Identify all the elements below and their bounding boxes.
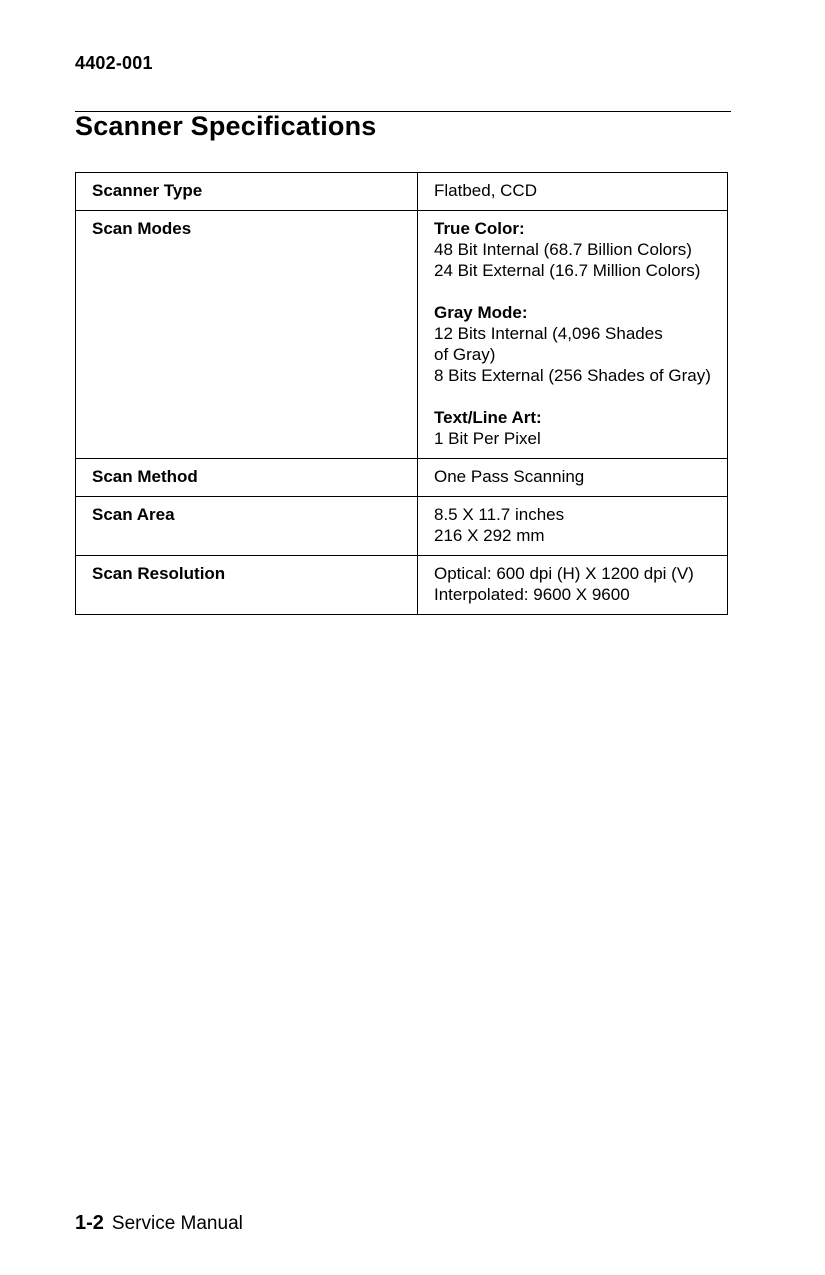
page-number: 1-2	[75, 1212, 104, 1234]
spec-label: Scanner Type	[76, 173, 418, 211]
document-code: 4402-001	[75, 53, 153, 73]
spec-value-line: Interpolated: 9600 X 9600	[434, 585, 630, 604]
page-footer	[75, 1212, 243, 1235]
spec-value	[418, 459, 728, 497]
spec-value	[418, 173, 728, 211]
spec-value	[418, 211, 728, 459]
mode-group-true-color	[434, 218, 717, 281]
mode-heading: Text/Line Art:	[434, 408, 542, 427]
spec-value-line: One Pass Scanning	[434, 467, 585, 486]
mode-group-text-line-art	[434, 407, 717, 449]
footer-text: Service Manual	[111, 1213, 243, 1234]
mode-heading: True Color:	[434, 219, 525, 238]
spec-value	[418, 497, 728, 556]
spec-value-line: 1 Bit Per Pixel	[434, 429, 541, 448]
mode-heading: Gray Mode:	[434, 303, 528, 322]
table-row	[76, 556, 728, 615]
spec-value-line: 216 X 292 mm	[434, 526, 545, 545]
spec-value-line: 48 Bit Internal (68.7 Billion Colors)	[434, 240, 692, 259]
mode-group-gray	[434, 302, 717, 386]
spec-value-line: of Gray)	[434, 345, 496, 364]
table-row	[76, 173, 728, 211]
spec-value-line: 8 Bits External (256 Shades of Gray)	[434, 366, 711, 385]
spec-value-line: 24 Bit External (16.7 Million Colors)	[434, 261, 701, 280]
spec-label: Scan Area	[76, 497, 418, 556]
spec-label: Scan Method	[76, 459, 418, 497]
table-row	[76, 211, 728, 459]
spec-value-line: Optical: 600 dpi (H) X 1200 dpi (V)	[434, 564, 694, 583]
spec-value	[418, 556, 728, 615]
spec-label: Scan Resolution	[76, 556, 418, 615]
spec-value-line: Flatbed, CCD	[434, 181, 537, 200]
specifications-table	[75, 172, 728, 615]
spec-value-line: 12 Bits Internal (4,096 Shades	[434, 324, 663, 343]
spec-label: Scan Modes	[76, 211, 418, 459]
table-row	[76, 497, 728, 556]
spec-value-line: 8.5 X 11.7 inches	[434, 505, 565, 524]
page-title: Scanner Specifications	[75, 111, 377, 141]
table-row	[76, 459, 728, 497]
